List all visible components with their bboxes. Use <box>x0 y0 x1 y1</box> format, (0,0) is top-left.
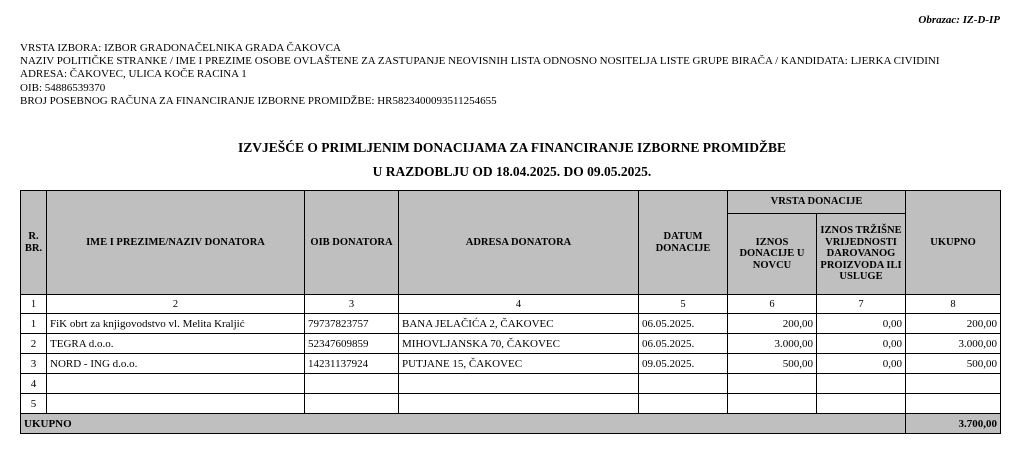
report-title: IZVJEŠĆE O PRIMLJENIM DONACIJAMA ZA FINANCIRANJE IZBORNE PROMIDŽBE <box>238 140 786 155</box>
cell-donor-name <box>47 394 305 414</box>
cell-total <box>906 394 1001 414</box>
cell-donor-oib: 52347609859 <box>305 334 399 354</box>
header-info <box>20 42 1010 108</box>
cell-rbr: 5 <box>21 394 47 414</box>
column-number: 4 <box>399 295 639 314</box>
cell-market-value <box>817 394 906 414</box>
cell-cash-amount: 500,00 <box>728 354 817 374</box>
total-label: UKUPNO <box>21 414 906 434</box>
cell-donor-oib: 79737823757 <box>305 314 399 334</box>
header-donor-address: ADRESA DONATORA <box>399 191 639 295</box>
form-code: Obrazac: IZ-D-IP <box>918 14 1000 26</box>
cell-rbr: 4 <box>21 374 47 394</box>
cell-total: 500,00 <box>906 354 1001 374</box>
cell-cash-amount <box>728 374 817 394</box>
cell-donor-name <box>47 374 305 394</box>
table-row <box>21 354 1001 374</box>
cell-market-value: 0,00 <box>817 354 906 374</box>
table-row <box>21 394 1001 414</box>
cell-donor-address <box>399 374 639 394</box>
cell-date <box>639 374 728 394</box>
header-donor-oib: OIB DONATORA <box>305 191 399 295</box>
header-cash-amount: IZNOS DONACIJE U NOVCU <box>728 214 817 295</box>
cell-donor-address <box>399 394 639 414</box>
cell-market-value: 0,00 <box>817 334 906 354</box>
column-numbers-row <box>21 295 1001 314</box>
column-number: 6 <box>728 295 817 314</box>
party-address: ADRESA: ČAKOVEC, ULICA KOČE RACINA 1 <box>20 68 247 81</box>
cell-total: 3.000,00 <box>906 334 1001 354</box>
column-number: 7 <box>817 295 906 314</box>
table-row <box>21 314 1001 334</box>
cell-rbr: 3 <box>21 354 47 374</box>
cell-market-value <box>817 374 906 394</box>
header-market-value: IZNOS TRŽIŠNE VRIJEDNOSTI DAROVANOG PROIZVODA ILI USLUGE <box>817 214 906 295</box>
election-type: VRSTA IZBORA: IZBOR GRADONAČELNIKA GRADA ČAKOVCA <box>20 42 341 54</box>
party-oib: OIB: 54886539370 <box>20 81 106 94</box>
cell-market-value: 0,00 <box>817 314 906 334</box>
report-period: U RAZDOBLJU OD 18.04.2025. DO 09.05.2025. <box>372 164 652 179</box>
column-number: 2 <box>47 295 305 314</box>
donations-table <box>20 190 1001 434</box>
table-row <box>21 374 1001 394</box>
total-row <box>21 414 1001 434</box>
column-number: 1 <box>21 295 47 314</box>
cell-donor-name: NORD - ING d.o.o. <box>47 354 305 374</box>
grand-total: 3.700,00 <box>906 414 1001 434</box>
cell-cash-amount <box>728 394 817 414</box>
cell-total <box>906 374 1001 394</box>
cell-donor-address: MIHOVLJANSKA 70, ČAKOVEC <box>399 334 639 354</box>
party-name: NAZIV POLITIČKE STRANKE / IME I PREZIME OSOBE OVLAŠTENE ZA ZASTUPANJE NEOVISNIH LISTA ODNOSNO NOSITELJA LISTE GRUPE BIRAČA / KANDIDATA: LJERKA CIVIDINI <box>20 55 940 68</box>
cell-rbr: 2 <box>21 334 47 354</box>
header-donation-type: VRSTA DONACIJE <box>728 191 906 214</box>
header-donation-date: DATUM DONACIJE <box>639 191 728 295</box>
cell-total: 200,00 <box>906 314 1001 334</box>
cell-donor-oib <box>305 394 399 414</box>
cell-date: 09.05.2025. <box>639 354 728 374</box>
cell-donor-oib <box>305 374 399 394</box>
cell-donor-name: FiK obrt za knjigovodstvo vl. Melita Kraljić <box>47 314 305 334</box>
column-number: 8 <box>906 295 1001 314</box>
cell-cash-amount: 200,00 <box>728 314 817 334</box>
column-number: 5 <box>639 295 728 314</box>
header-donor-name: IME I PREZIME/NAZIV DONATORA <box>47 191 305 295</box>
cell-date <box>639 394 728 414</box>
account-number: BROJ POSEBNOG RAČUNA ZA FINANCIRANJE IZBORNE PROMIDŽBE: HR5823400093511254655 <box>20 94 497 107</box>
cell-donor-name: TEGRA d.o.o. <box>47 334 305 354</box>
cell-donor-address: PUTJANE 15, ČAKOVEC <box>399 354 639 374</box>
cell-date: 06.05.2025. <box>639 314 728 334</box>
header-total: UKUPNO <box>906 191 1001 295</box>
cell-donor-address: BANA JELAČIĆA 2, ČAKOVEC <box>399 314 639 334</box>
column-number: 3 <box>305 295 399 314</box>
cell-date: 06.05.2025. <box>639 334 728 354</box>
cell-rbr: 1 <box>21 314 47 334</box>
cell-donor-oib: 14231137924 <box>305 354 399 374</box>
table-row <box>21 334 1001 354</box>
header-rbr: R. BR. <box>21 191 47 295</box>
cell-cash-amount: 3.000,00 <box>728 334 817 354</box>
